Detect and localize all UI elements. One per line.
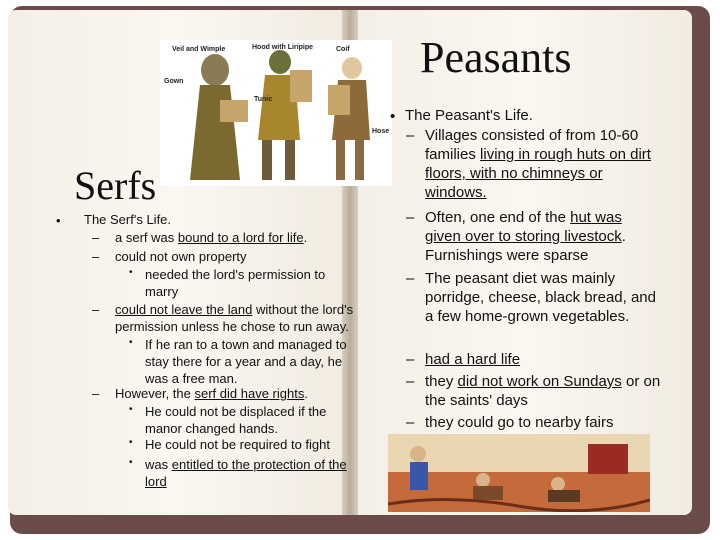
serf-item-1: a serf was bound to a lord for life. — [115, 230, 308, 245]
illustration-label: Gown — [164, 78, 184, 85]
serf-subitem-2a: needed the lord's permission to marry — [145, 267, 326, 299]
dash-marker: – — [92, 302, 100, 317]
illustration-label: Hood with Liripipe — [252, 44, 314, 51]
peasant-figures-image — [160, 40, 392, 186]
dash-marker: – — [92, 230, 100, 245]
peasant-item-5: they did not work on Sundays or on the saints' days — [425, 373, 661, 409]
peasant-item-1: Villages consisted of from 10-60 families living in rough huts on dirt floors, with no chimneys or windows. — [425, 127, 651, 201]
bullet-marker: • — [129, 457, 133, 468]
serf-subitem-3a: If he ran to a town and managed to stay there for a year and a day, he was a free man. — [145, 337, 347, 386]
illustration-label: Coif — [336, 46, 350, 53]
bullet-marker: • — [56, 213, 61, 228]
peasant-life-title: The Peasant's Life. — [405, 107, 533, 124]
dash-marker: – — [406, 414, 415, 431]
dash-marker: – — [92, 249, 100, 264]
peasant-clothing-illustration — [160, 40, 392, 186]
peasant-item-2: Often, one end of the hut was given over to storing livestock. Furnishings were sparse — [425, 209, 626, 264]
dash-marker: – — [406, 209, 415, 226]
dash-marker: – — [406, 270, 415, 287]
dash-marker: – — [406, 373, 415, 390]
slide-title: Peasants — [420, 33, 572, 82]
dash-marker: – — [406, 351, 415, 368]
serf-subitem-4c: was entitled to the protection of the lord — [145, 457, 347, 489]
serf-item-3: could not leave the land without the lord's permission unless he chose to run away. — [115, 302, 354, 334]
peasants-painting — [388, 434, 650, 512]
dash-marker: – — [406, 127, 415, 144]
peasant-item-4: had a hard life — [425, 351, 521, 368]
serf-item-2: could not own property — [115, 249, 247, 264]
bullet-marker: • — [129, 404, 133, 415]
peasant-item-3: The peasant diet was mainly porridge, cheese, black bread, and a few home-grown vegetables. — [425, 270, 656, 325]
serf-item-4: However, the serf did have rights. — [115, 386, 308, 401]
bullet-marker: • — [129, 267, 133, 278]
serf-subitem-4b: He could not be required to fight — [145, 437, 331, 452]
illustration-label: Veil and Wimple — [172, 46, 226, 53]
bullet-marker: • — [129, 337, 133, 348]
illustration-label: Hose — [372, 128, 390, 135]
peasant-item-6: they could go to nearby fairs — [425, 414, 614, 431]
serf-subitem-4a: He could not be displaced if the manor changed hands. — [145, 404, 327, 436]
serf-life-title: The Serf's Life. — [84, 212, 172, 227]
illustration-label: Tunic — [254, 96, 273, 103]
bullet-marker: • — [390, 108, 396, 125]
dash-marker: – — [92, 386, 100, 401]
serfs-heading: Serfs — [74, 163, 157, 208]
medieval-painting-image — [388, 434, 650, 512]
bullet-marker: • — [129, 437, 133, 448]
